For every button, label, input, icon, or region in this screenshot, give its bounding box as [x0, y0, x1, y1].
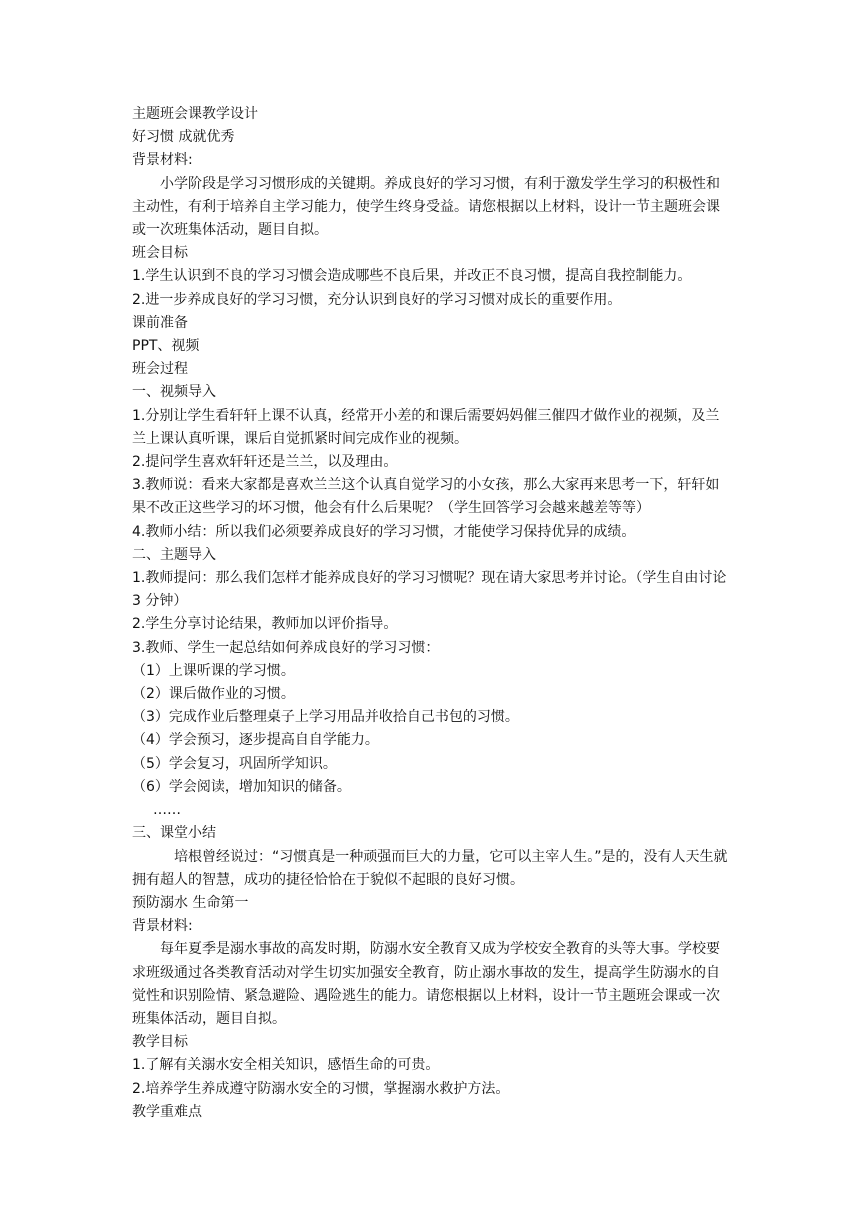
background-text: 每年夏季是溺水事故的高发时期，防溺水安全教育又成为学校安全教育的头等大事。学校要求班级通过各类教育活动对学生切实加强安全教育，防止溺水事故的发生，提高学生防溺水的自觉性和识别险情、紧急避险、遇险逃生的能力。请您根据以上材料，设计一节主题班会课或一次班集体活动，题目自拟。 — [132, 941, 720, 1027]
habit-item: （5）学会复习，巩固所学知识。 — [132, 755, 337, 772]
process-item: 1.分别让学生看轩轩上课不认真，经常开小差的和课后需要妈妈催三催四才做作业的视频，及兰兰上课认真听课，课后自觉抓紧时间完成作业的视频。 — [132, 407, 720, 447]
ellipsis: …… — [153, 802, 181, 819]
process-item: 2.提问学生喜欢轩轩还是兰兰，以及理由。 — [132, 454, 398, 471]
process-label: 班会过程 — [132, 361, 188, 378]
goal-label: 教学目标 — [132, 1034, 188, 1051]
goal-item: 2.进一步养成良好的学习习惯，充分认识到良好的学习习惯对成长的重要作用。 — [132, 291, 622, 308]
doc-title: 主题班会课教学设计 — [132, 106, 258, 122]
goal-item: 1.了解有关溺水安全相关知识，感悟生命的可贵。 — [132, 1057, 440, 1074]
section-title: 三、课堂小结 — [132, 825, 216, 842]
goal-label: 班会目标 — [132, 245, 188, 262]
background-label: 背景材料: — [132, 152, 193, 169]
habit-item: （2）课后做作业的习惯。 — [132, 686, 295, 703]
habit-item: （1）上课听课的学习惯。 — [132, 662, 295, 679]
section-title: 二、主题导入 — [132, 546, 216, 563]
section-title: 一、视频导入 — [132, 384, 216, 401]
summary-text: 培根曾经说过：“习惯真是一种顽强而巨大的力量，它可以主宰人生。”是的，没有人天生就拥有超人的智慧，成功的捷径恰恰在于貌似不起眼的良好习惯。 — [132, 848, 728, 888]
goal-item: 1.学生认识到不良的学习习惯会造成哪些不良后果，并改正不良习惯，提高自我控制能力。 — [132, 268, 692, 285]
document-page — [132, 103, 732, 1124]
habit-item: （3）完成作业后整理桌子上学习用品并收拾自己书包的习惯。 — [132, 709, 519, 726]
prep-label: 课前准备 — [132, 314, 188, 331]
habit-item: （4）学会预习，逐步提高自自学能力。 — [132, 732, 379, 749]
process-item: 3.教师、学生一起总结如何养成良好的学习习惯： — [132, 639, 440, 656]
theme-title-habits: 好习惯 成就优秀 — [132, 129, 235, 146]
process-item: 1.教师提问：那么我们怎样才能养成良好的学习习惯呢？现在请大家思考并讨论。（学生自由讨论 3 分钟） — [132, 570, 727, 610]
goal-item: 2.培养学生养成遵守防溺水安全的习惯，掌握溺水救护方法。 — [132, 1080, 510, 1097]
process-item: 4.教师小结：所以我们必须要养成良好的学习习惯，才能使学习保持优异的成绩。 — [132, 523, 636, 540]
background-text: 小学阶段是学习习惯形成的关键期。养成良好的学习习惯，有利于激发学生学习的积极性和主动性，有利于培养自主学习能力，使学生终身受益。请您根据以上材料，设计一节主题班会课或一次班集体活动，题目自拟。 — [132, 175, 720, 239]
process-item: 2.学生分享讨论结果，教师加以评价指导。 — [132, 616, 398, 633]
theme-title-drowning: 预防溺水 生命第一 — [132, 894, 249, 911]
key-points-label: 教学重难点 — [132, 1103, 202, 1120]
process-item: 3.教师说：看来大家都是喜欢兰兰这个认真自觉学习的小女孩，那么大家再来思考一下，轩轩如果不改正这些学习的坏习惯，他会有什么后果呢？（学生回答学习会越来越差等等） — [132, 477, 720, 517]
habit-item: （6）学会阅读，增加知识的储备。 — [132, 778, 351, 795]
prep-text: PPT、视频 — [132, 338, 200, 355]
background-label: 背景材料: — [132, 918, 193, 935]
